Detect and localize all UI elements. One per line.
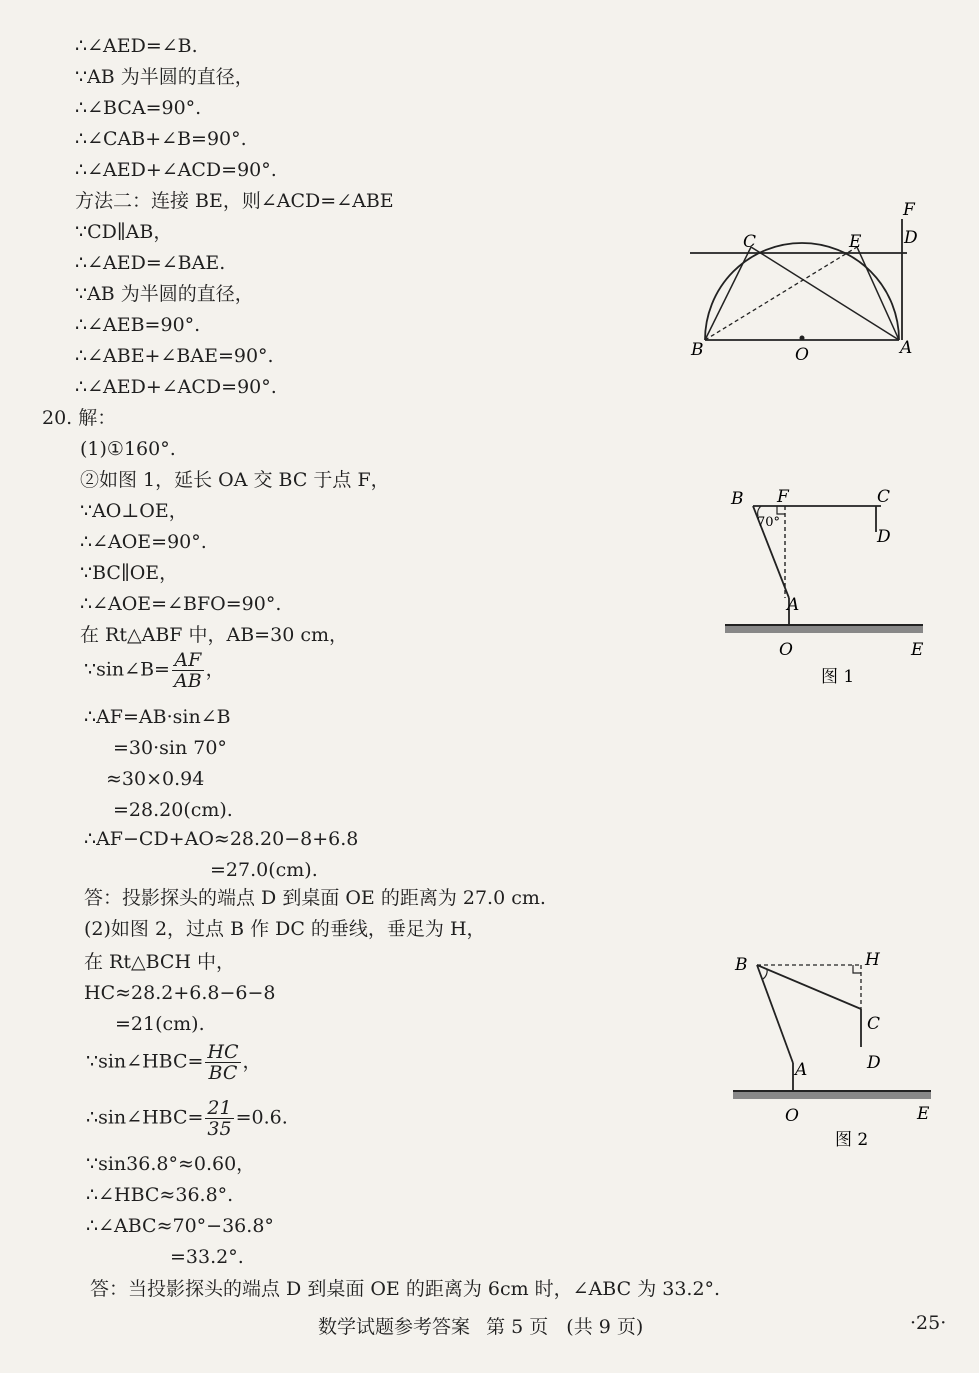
text-line: ∴∠AOE=∠BFO=90°. [80,593,282,615]
footer-total: (共 9 页) [566,1316,644,1338]
text-line: ∵AB 为半圆的直径， [75,283,254,305]
fraction-suffix: ， [242,1050,262,1073]
text-line: =33.2°. [170,1246,244,1268]
question-number: 20. 解： [42,407,117,429]
text-line: 在 Rt△BCH 中， [84,951,236,973]
text-line: ∴∠AED+∠ACD=90°. [75,159,277,181]
footer-title: 数学试题参考答案 [318,1316,471,1338]
semicircle-arc [705,243,899,340]
chord-ca [751,247,899,340]
figure-caption: 图 2 [835,1130,869,1150]
text-line: ∴∠HBC≈36.8°. [86,1184,234,1206]
label-b: B [691,340,704,360]
text-line: =30·sin 70° [113,737,227,759]
fraction-numerator: 21 [207,1097,232,1119]
text-line: (2)如图 2，过点 B 作 DC 的垂线，垂足为 H， [84,918,486,940]
right-angle-mark [777,506,785,514]
label-c: C [867,1014,881,1034]
angle-arc [763,969,767,979]
text-line: ∵CD∥AB， [75,221,173,243]
text-line: ②如图 1，延长 OA 交 BC 于点 F， [80,469,390,491]
fraction-denominator: AB [173,670,202,692]
fraction-numerator: HC [207,1041,239,1063]
semicircle-figure [685,195,925,365]
label-a: A [900,338,913,358]
fraction-line [84,650,225,691]
fraction-numerator: AF [172,650,204,671]
angle-label: 70° [757,515,781,530]
text-line: ∴∠AED+∠ACD=90°. [75,376,277,398]
label-a: A [795,1060,808,1080]
line-bc [757,965,861,1009]
figure-caption: 图 1 [821,667,855,687]
fraction-suffix: ， [205,658,225,681]
fraction [205,1098,233,1139]
label-c: C [743,232,757,252]
text-line: =28.20(cm). [113,799,233,821]
text-line: ∴∠ABE+∠BAE=90°. [75,345,274,367]
text-line: ≈30×0.94 [106,768,205,790]
fraction-line [86,1098,288,1139]
fraction [205,1042,240,1083]
fraction-prefix: ∵sin∠B= [84,658,170,681]
table-surface [733,1091,931,1099]
text-line: ∴AF−CD+AO≈28.20−8+6.8 [84,828,359,850]
text-line: (1)①160°. [80,438,176,460]
footer [318,1312,643,1339]
fraction-line [86,1042,262,1083]
text-line: ∴∠AOE=90°. [80,531,207,553]
text-line: =27.0(cm). [210,859,318,881]
label-c: C [877,487,891,507]
text-line: ∴∠BCA=90°. [75,97,202,119]
text-line: 方法二：连接 BE，则∠ACD=∠ABE [75,190,394,212]
text-line: ∴AF=AB·sin∠B [84,706,231,728]
figure-2 [725,945,945,1155]
text-line: HC≈28.2+6.8−6−8 [84,982,276,1004]
right-angle-mark [853,965,861,973]
label-d: D [877,527,891,547]
label-e: E [849,232,862,252]
label-h: H [865,950,880,970]
fraction-denominator: BC [208,1062,238,1084]
text-line: ∴∠AED=∠B. [75,35,198,57]
label-o: O [779,640,793,660]
text-line: ∴∠AEB=90°. [75,314,201,336]
fraction-prefix: ∴sin∠HBC= [86,1106,204,1129]
text-line: =21(cm). [115,1013,205,1035]
text-line: 在 Rt△ABF 中，AB=30 cm， [80,624,348,646]
fraction [172,650,204,691]
label-d: D [867,1053,881,1073]
table-surface [725,625,923,633]
answer-line: 答：当投影探头的端点 D 到桌面 OE 的距离为 6cm 时，∠ABC 为 33.2°. [90,1278,721,1300]
label-b: B [735,955,748,975]
text-line: ∵sin36.8°≈0.60， [86,1153,256,1175]
text-line: ∵AB 为半圆的直径， [75,66,254,88]
text-line: ∴∠AED=∠BAE. [75,252,226,274]
label-f: F [903,200,915,220]
text-line: ∴∠ABC≈70°−36.8° [86,1215,274,1237]
footer-page: 第 5 页 [486,1316,549,1338]
label-e: E [917,1104,930,1124]
text-line: ∵BC∥OE， [80,562,179,584]
fraction-prefix: ∵sin∠HBC= [86,1050,204,1073]
line-ba [757,965,793,1063]
chord-bc [705,247,751,340]
answer-line: 答：投影探头的端点 D 到桌面 OE 的距离为 27.0 cm. [84,887,546,909]
label-f: F [777,487,789,507]
fraction-suffix: =0.6. [235,1106,288,1129]
text-line: ∴∠CAB+∠B=90°. [75,128,247,150]
label-o: O [795,345,809,365]
label-a: A [787,595,800,615]
page-number: ·25· [910,1312,947,1334]
label-e: E [911,640,924,660]
figure-1 [715,480,935,690]
center-point [800,336,805,341]
fraction-denominator: 35 [207,1118,232,1140]
label-b: B [731,489,744,509]
label-d: D [904,228,918,248]
label-o: O [785,1106,799,1126]
text-line: ∵AO⊥OE， [80,500,188,522]
